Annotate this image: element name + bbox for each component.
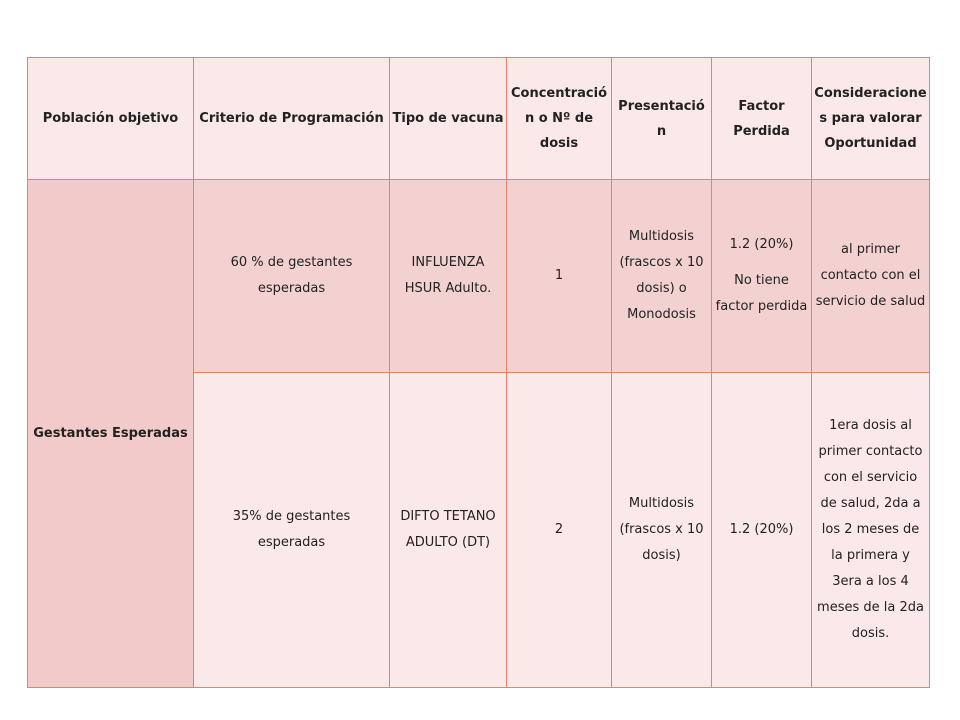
cell-criterio: 35% de gestantes esperadas — [194, 373, 390, 688]
header-tipo-vacuna: Tipo de vacuna — [390, 58, 507, 180]
cell-consideraciones: 1era dosis al primer contacto con el servicio de salud, 2da a los 2 meses de la primera y 3era a los 4 meses de la 2da dosis. — [812, 373, 930, 688]
factor-note: No tiene factor perdida — [715, 273, 808, 314]
cell-criterio: 60 % de gestantes esperadas — [194, 180, 390, 373]
table-row — [28, 180, 930, 373]
header-consideraciones: Consideraciones para valorar Oportunidad — [812, 58, 930, 180]
factor-value: 1.2 (20%) — [729, 237, 794, 252]
header-poblacion-objetivo: Población objetivo — [28, 58, 194, 180]
vaccine-programming-table — [27, 57, 930, 688]
factor-spacer — [715, 258, 808, 268]
cell-dosis: 2 — [507, 373, 612, 688]
cell-dosis: 1 — [507, 180, 612, 373]
cell-tipo-vacuna: DIFTO TETANO ADULTO (DT) — [390, 373, 507, 688]
group-label-gestantes: Gestantes Esperadas — [28, 180, 194, 688]
header-criterio-programacion: Criterio de Programación — [194, 58, 390, 180]
cell-tipo-vacuna: INFLUENZA HSUR Adulto. — [390, 180, 507, 373]
table-header-row — [28, 58, 930, 180]
header-presentacion: Presentación — [612, 58, 712, 180]
cell-presentacion: Multidosis (frascos x 10 dosis) o Monodosis — [612, 180, 712, 373]
cell-factor-perdida — [712, 180, 812, 373]
header-concentracion-dosis: Concentración o Nº de dosis — [507, 58, 612, 180]
header-factor-perdida: Factor Perdida — [712, 58, 812, 180]
cell-consideraciones: al primer contacto con el servicio de salud — [812, 180, 930, 373]
cell-presentacion: Multidosis (frascos x 10 dosis) — [612, 373, 712, 688]
cell-factor-perdida: 1.2 (20%) — [712, 373, 812, 688]
